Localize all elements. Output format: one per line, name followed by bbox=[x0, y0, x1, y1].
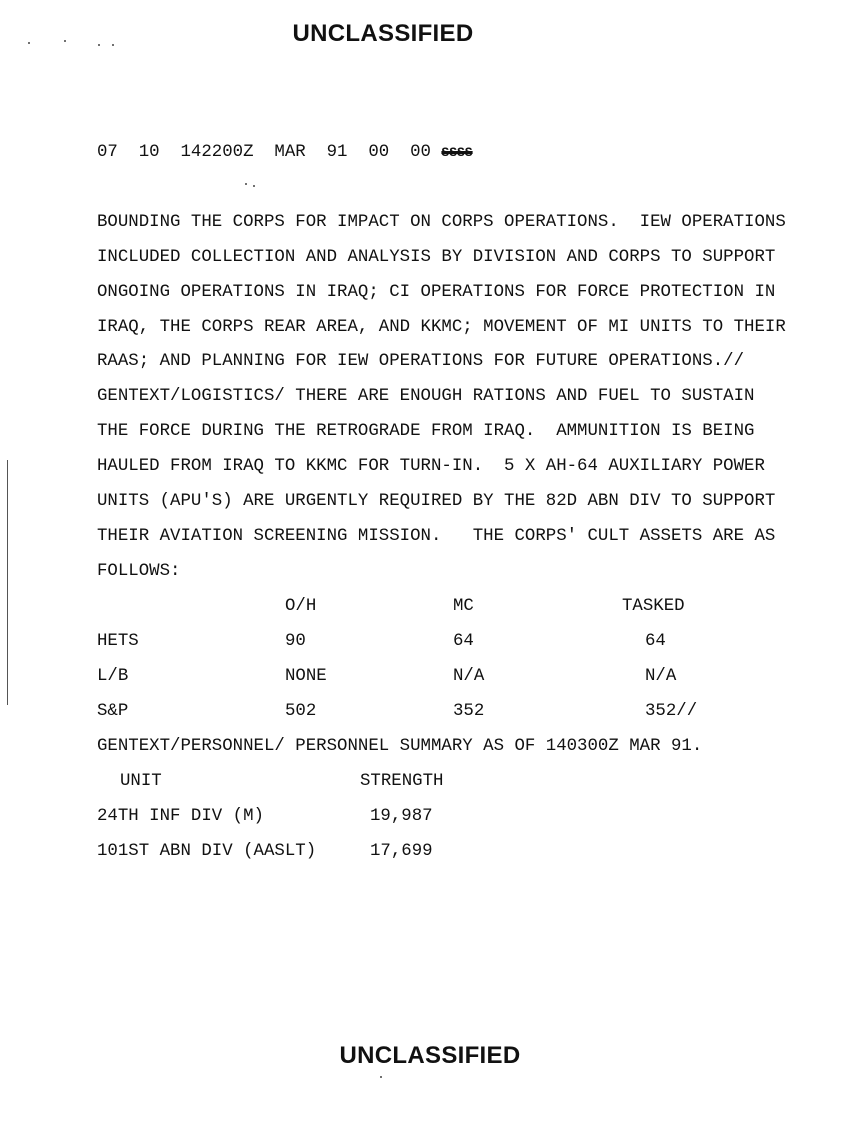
message-header bbox=[97, 143, 473, 163]
body-line: THE FORCE DURING THE RETROGRADE FROM IRAQ. AMMUNITION IS BEING bbox=[97, 422, 755, 441]
col-header-unit: UNIT bbox=[120, 772, 162, 791]
unit-strength: 19,987 bbox=[370, 807, 433, 826]
body-line: INCLUDED COLLECTION AND ANALYSIS BY DIVISION AND CORPS TO SUPPORT bbox=[97, 248, 776, 267]
personnel-summary-line: GENTEXT/PERSONNEL/ PERSONNEL SUMMARY AS OF 140300Z MAR 91. bbox=[97, 737, 703, 756]
asset-oh: NONE bbox=[285, 667, 327, 686]
body-line: HAULED FROM IRAQ TO KKMC FOR TURN-IN. 5 X AH-64 AUXILIARY POWER bbox=[97, 457, 765, 476]
scan-speck bbox=[64, 40, 66, 42]
header-line: 07 10 142200Z MAR 91 00 00 bbox=[97, 143, 442, 162]
body-line: GENTEXT/LOGISTICS/ THERE ARE ENOUGH RATIONS AND FUEL TO SUSTAIN bbox=[97, 387, 755, 406]
scan-margin-line bbox=[7, 460, 8, 705]
asset-item: S&P bbox=[97, 702, 129, 721]
asset-mc: 352 bbox=[453, 702, 485, 721]
asset-mc: N/A bbox=[453, 667, 485, 686]
body-line: BOUNDING THE CORPS FOR IMPACT ON CORPS OPERATIONS. IEW OPERATIONS bbox=[97, 213, 786, 232]
scan-speck bbox=[253, 185, 255, 187]
unit-name: 24TH INF DIV (M) bbox=[97, 807, 264, 826]
unit-strength: 17,699 bbox=[370, 842, 433, 861]
asset-item: HETS bbox=[97, 632, 139, 651]
unit-name: 101ST ABN DIV (AASLT) bbox=[97, 842, 317, 861]
body-line: THEIR AVIATION SCREENING MISSION. THE CORPS' CULT ASSETS ARE AS bbox=[97, 527, 776, 546]
body-line: RAAS; AND PLANNING FOR IEW OPERATIONS FOR FUTURE OPERATIONS.// bbox=[97, 352, 745, 371]
scan-speck bbox=[98, 44, 100, 46]
scan-speck bbox=[112, 44, 114, 46]
asset-mc: 64 bbox=[453, 632, 474, 651]
body-line: FOLLOWS: bbox=[97, 562, 181, 581]
struck-classification: SSSS bbox=[441, 145, 473, 160]
asset-tasked: N/A bbox=[645, 667, 677, 686]
scan-speck bbox=[380, 1076, 382, 1078]
col-header-mc: MC bbox=[453, 597, 474, 616]
body-line: IRAQ, THE CORPS REAR AREA, AND KKMC; MOVEMENT OF MI UNITS TO THEIR bbox=[97, 318, 786, 337]
classification-bottom: UNCLASSIFIED bbox=[339, 1042, 521, 1069]
classification-top: UNCLASSIFIED bbox=[292, 20, 474, 47]
asset-oh: 90 bbox=[285, 632, 306, 651]
col-header-strength: STRENGTH bbox=[360, 772, 444, 791]
col-header-tasked: TASKED bbox=[622, 597, 685, 616]
scan-speck bbox=[245, 183, 247, 185]
body-line: ONGOING OPERATIONS IN IRAQ; CI OPERATIONS FOR FORCE PROTECTION IN bbox=[97, 283, 776, 302]
body-line: UNITS (APU'S) ARE URGENTLY REQUIRED BY THE 82D ABN DIV TO SUPPORT bbox=[97, 492, 776, 511]
asset-tasked: 64 bbox=[645, 632, 666, 651]
asset-item: L/B bbox=[97, 667, 129, 686]
col-header-oh: O/H bbox=[285, 597, 317, 616]
scan-speck bbox=[28, 42, 30, 44]
asset-oh: 502 bbox=[285, 702, 317, 721]
asset-tasked: 352// bbox=[645, 702, 698, 721]
